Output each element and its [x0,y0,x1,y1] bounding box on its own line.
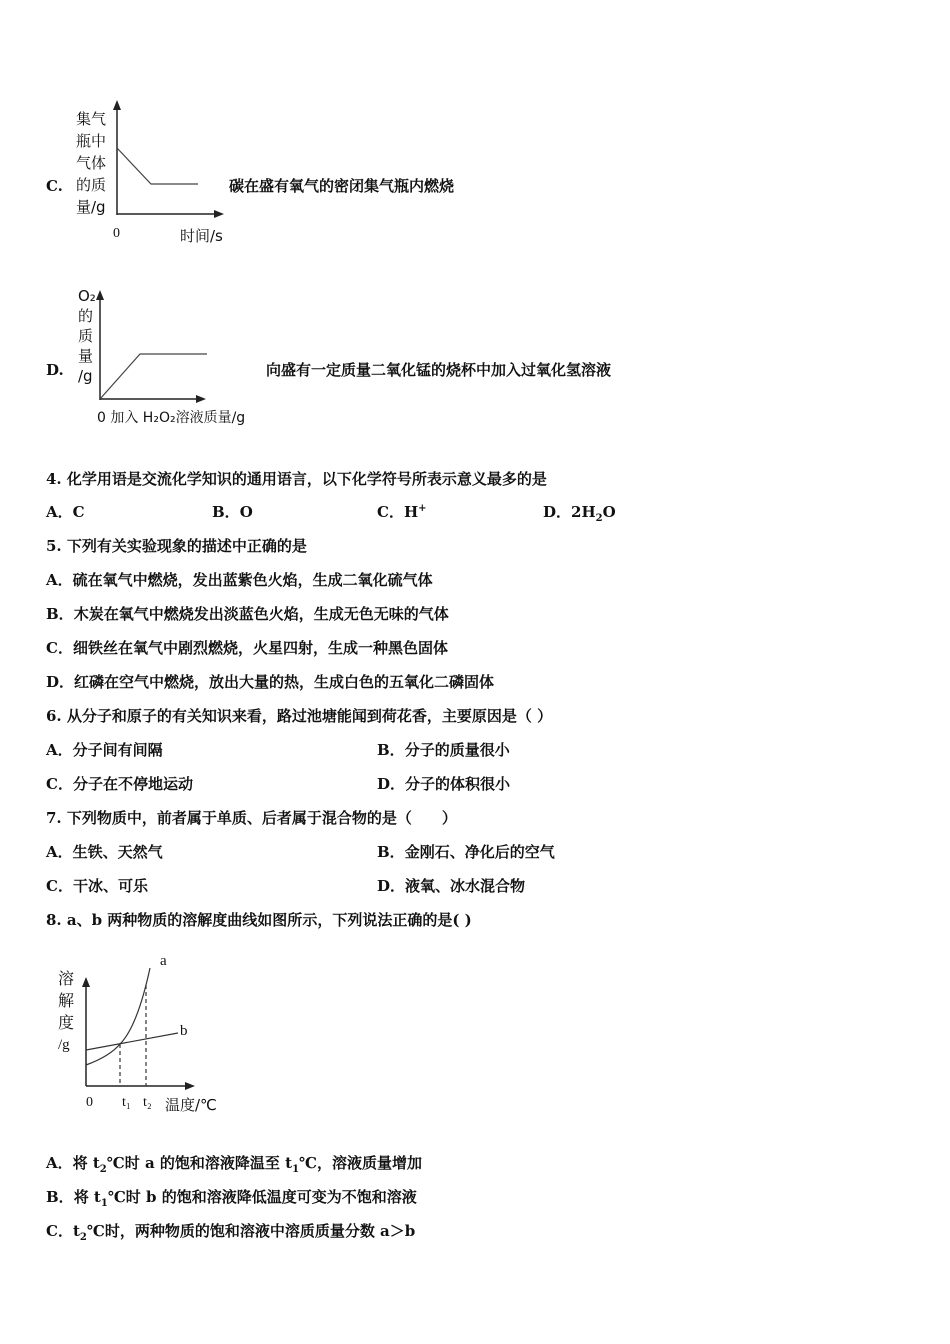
q5-option-d[interactable]: D．红磷在空气中燃烧，放出大量的热，生成白色的五氧化二磷固体 [46,673,495,691]
q3c-y-label: 集气 瓶中 气体 的质 量/g [76,110,107,216]
x-arrow-icon [185,1082,195,1090]
q7-stem: 7. 下列物质中，前者属于单质、后者属于混合物的是（ ） [46,809,457,827]
q6-option-b[interactable]: B．分子的质量很小 [377,741,510,759]
q8-tick-t2: t₂ [143,1095,152,1110]
q3c-origin: 0 [113,226,120,241]
q3d-x-label: 0 加入 H₂O₂溶液质量/g [97,410,246,426]
q3-option-c-label: C. [46,177,63,195]
q4-option-d[interactable]: D．$2H_2O$ [543,503,616,524]
q8-y-label: 溶 解 度 /g [58,969,75,1053]
q8-tick-t1: t₁ [122,1095,131,1110]
q4-option-a[interactable]: A．C [46,503,85,521]
q8-origin: 0 [86,1095,93,1110]
q5-stem: 5. 下列有关实验现象的描述中正确的是 [46,537,307,555]
q8-curve-b-label: b [180,1023,188,1039]
q7-option-d[interactable]: D．液氧、冰水混合物 [377,877,526,895]
q4-stem: 4. 化学用语是交流化学知识的通用语言，以下化学符号所表示意义最多的是 [46,470,547,488]
q7-option-a[interactable]: A．生铁、天然气 [46,843,163,861]
q4-option-b[interactable]: B．O [212,503,253,521]
q8-curve-a-label: a [160,953,167,969]
q3-option-d-text: 向盛有一定质量二氧化锰的烧杯中加入过氧化氢溶液 [266,361,612,379]
q3c-x-label: 时间/s [180,227,223,245]
q8-option-c[interactable]: C．$t_2℃$时，两种物质的饱和溶液中溶质质量分数 a＞b [46,1222,416,1243]
q8-option-a[interactable]: A．将 $t_2℃$时 a 的饱和溶液降温至 $t_1℃$，溶液质量增加 [46,1154,423,1175]
q4-option-c[interactable]: C．H+ [377,503,427,521]
q6-option-c[interactable]: C．分子在不停地运动 [46,775,193,793]
q3-option-c-text: 碳在盛有氧气的密闭集气瓶内燃烧 [229,177,455,195]
q5-option-b[interactable]: B．木炭在氧气中燃烧发出淡蓝色火焰，生成无色无味的气体 [46,605,449,623]
q5-option-c[interactable]: C．细铁丝在氧气中剧烈燃烧，火星四射，生成一种黑色固体 [46,639,448,657]
q7-option-c[interactable]: C．干冰、可乐 [46,877,148,895]
q3d-y-label: O₂ 的 质 量 /g [78,287,96,385]
q8-x-label: 温度/℃ [165,1096,217,1114]
y-arrow-icon [82,977,90,987]
q3-option-d-label: D. [46,361,64,379]
q6-stem: 6. 从分子和原子的有关知识来看，路过池塘能闻到荷花香，主要原因是（ ） [46,707,553,725]
q8-stem: 8. a、b 两种物质的溶解度曲线如图所示，下列说法正确的是( ) [46,911,472,929]
q8-option-b[interactable]: B．将 $t_1℃$时 b 的饱和溶液降低温度可变为不饱和溶液 [46,1188,417,1209]
q6-option-a[interactable]: A．分子间有间隔 [46,741,163,759]
q5-option-a[interactable]: A．硫在氧气中燃烧，发出蓝紫色火焰，生成二氧化硫气体 [46,571,433,589]
q6-option-d[interactable]: D．分子的体积很小 [377,775,511,793]
q7-option-b[interactable]: B．金刚石、净化后的空气 [377,843,555,861]
